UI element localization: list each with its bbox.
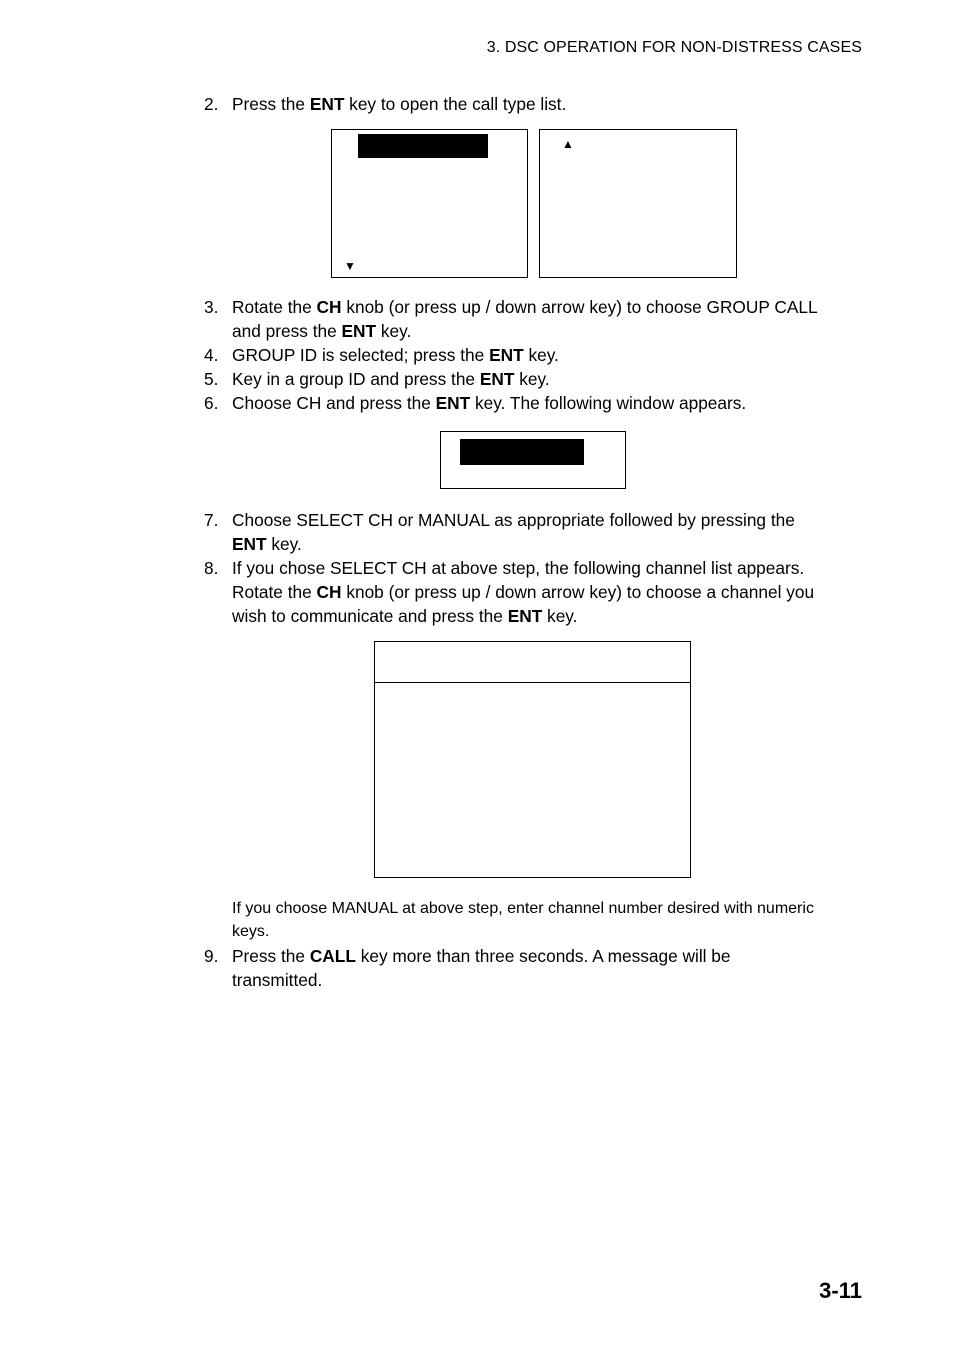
channel-list-screen <box>374 641 691 878</box>
step-line: Choose SELECT CH or MANUAL as appropriate followed by pressing the <box>232 510 795 530</box>
step-line: Choose CH and press the ENT key. The following window appears. <box>232 393 747 413</box>
step-line: and press the ENT key. <box>232 321 412 341</box>
step-line: wish to communicate and press the ENT key. <box>232 606 578 626</box>
selected-item-highlight <box>358 134 488 158</box>
key-name: CH <box>316 297 342 317</box>
title-divider <box>375 682 690 683</box>
step-number: 8. <box>204 558 219 578</box>
step-number: 7. <box>204 510 219 530</box>
step-number: 5. <box>204 369 219 389</box>
step-text <box>232 556 872 628</box>
key-name: ENT <box>309 94 345 114</box>
step-text <box>232 295 872 343</box>
step-number: 3. <box>204 297 219 317</box>
step-text <box>232 944 872 992</box>
step-line: ENT key. <box>232 534 302 554</box>
selected-item-highlight <box>460 439 584 465</box>
key-name: CH <box>316 582 342 602</box>
step-text <box>232 367 872 391</box>
step-line: GROUP ID is selected; press the ENT key. <box>232 345 559 365</box>
step-text <box>232 391 872 415</box>
step-text <box>232 508 872 556</box>
step-line: Press the ENT key to open the call type list. <box>232 94 567 114</box>
key-name: ENT <box>507 606 543 626</box>
key-name: CALL <box>309 946 356 966</box>
call-type-list-screen-1 <box>331 129 528 278</box>
step-number: 2. <box>204 94 219 114</box>
triangle-up-icon: ▲ <box>562 137 574 151</box>
page-number: 3-11 <box>819 1278 862 1303</box>
triangle-down-icon: ▼ <box>344 259 356 273</box>
key-name: ENT <box>232 534 267 554</box>
step-number: 9. <box>204 946 219 966</box>
running-header: 3. DSC OPERATION FOR NON-DISTRESS CASES <box>486 39 862 56</box>
channel-mode-window <box>440 431 626 489</box>
call-type-list-screen-2 <box>539 129 737 278</box>
step-line: Rotate the CH knob (or press up / down arrow key) to choose a channel you <box>232 582 815 602</box>
key-name: ENT <box>489 345 524 365</box>
step-number: 6. <box>204 393 219 413</box>
step-line: transmitted. <box>232 970 323 990</box>
step-line: If you chose SELECT CH at above step, the following channel list appears. <box>232 558 805 578</box>
step-line: Press the CALL key more than three seconds. A message will be <box>232 946 731 966</box>
step-text <box>232 92 872 116</box>
step-text <box>232 343 872 367</box>
key-name: ENT <box>435 393 471 413</box>
step-line: Rotate the CH knob (or press up / down arrow key) to choose GROUP CALL <box>232 297 818 317</box>
step-line: Key in a group ID and press the ENT key. <box>232 369 550 389</box>
key-name: ENT <box>341 321 377 341</box>
manual-note: If you choose MANUAL at above step, enter channel number desired with numeric keys. <box>232 900 814 940</box>
step-number: 4. <box>204 345 219 365</box>
key-name: ENT <box>479 369 515 389</box>
